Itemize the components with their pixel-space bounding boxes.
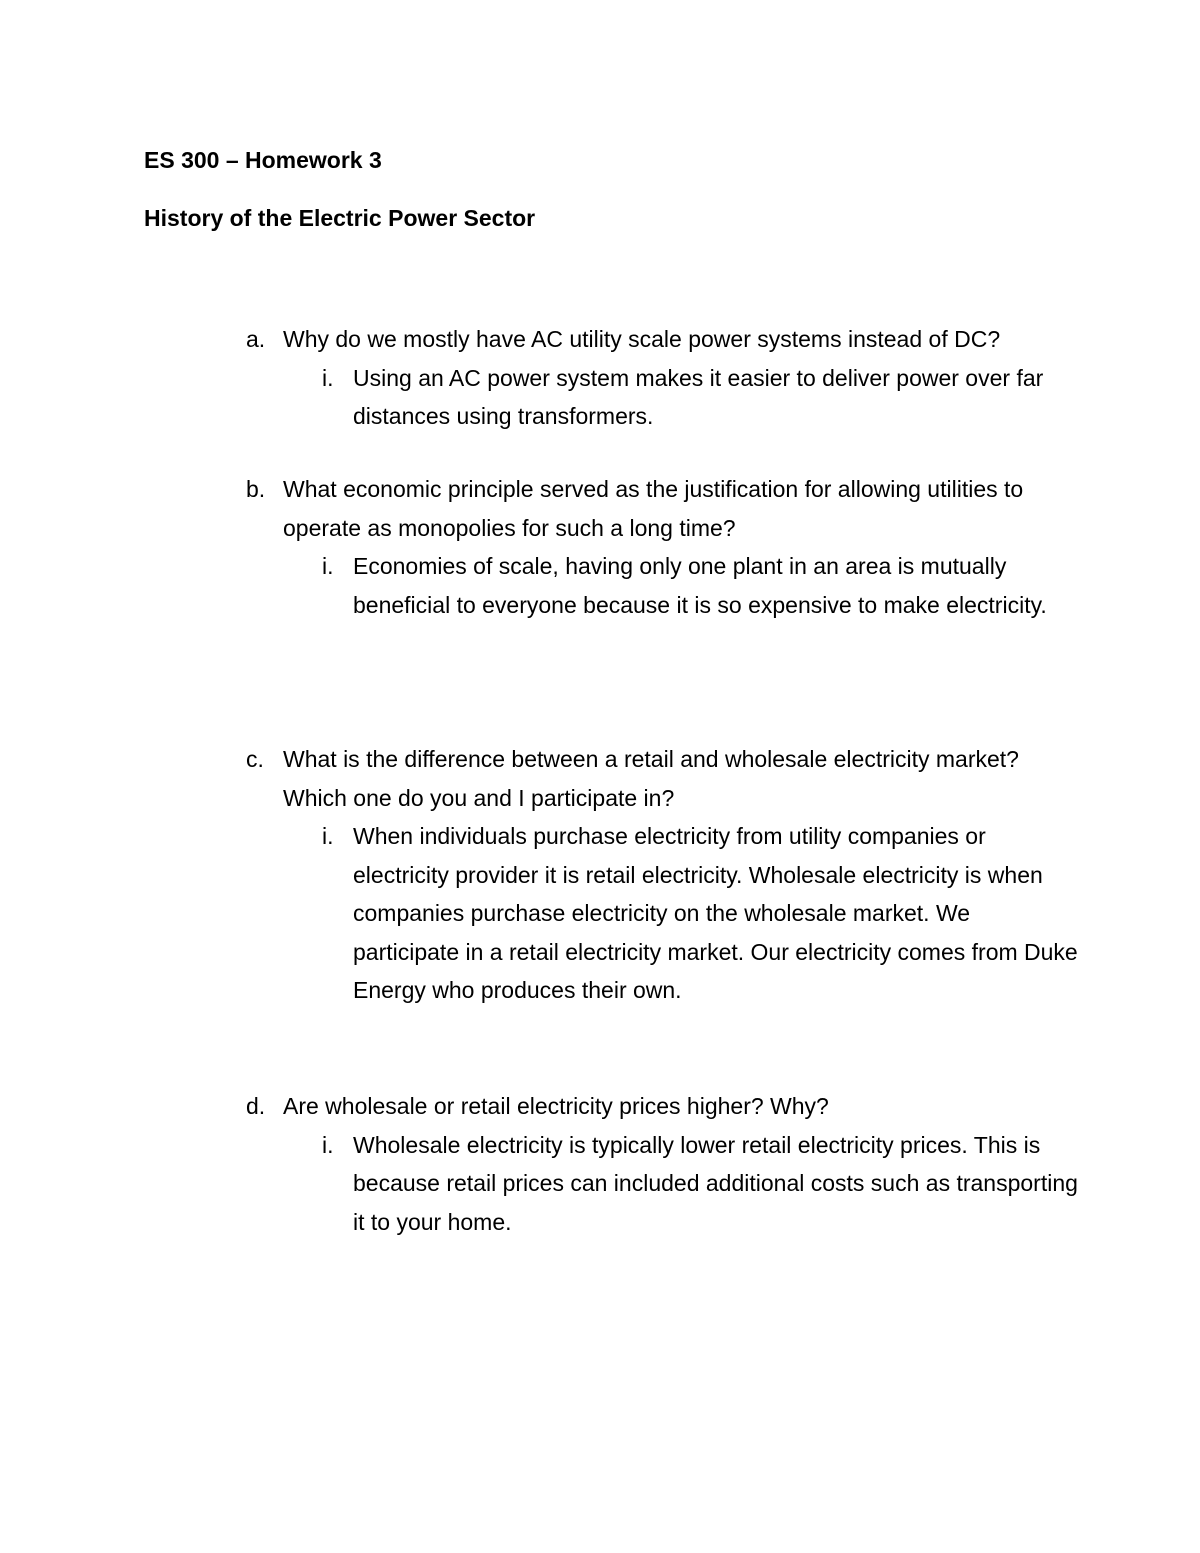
document-title: ES 300 – Homework 3 [144, 147, 382, 173]
question-text: Why do we mostly have AC utility scale power systems instead of DC? [283, 326, 1001, 352]
answer-text: Using an AC power system makes it easier to deliver power over far distances using transformers. [353, 364, 1044, 429]
answer-row [240, 817, 1080, 1010]
question-row [240, 740, 1080, 817]
question-text: What is the difference between a retail and wholesale electricity market? Which one do you and I participate in? [283, 746, 1019, 811]
answer-row [240, 359, 1080, 436]
answer-numeral: i. [322, 553, 334, 579]
question-text: What economic principle served as the justification for allowing utilities to operate as monopolies for such a long time? [283, 476, 1024, 541]
question-row [240, 320, 1080, 359]
question-a [240, 320, 1080, 436]
answer-text: Wholesale electricity is typically lower retail electricity prices. This is because retail prices can included additional costs such as transporting it to your home. [353, 1131, 1078, 1235]
question-d [240, 1087, 1080, 1241]
question-letter: a. [246, 326, 266, 352]
answer-text: When individuals purchase electricity from utility companies or electricity provider it is retail electricity. Wholesale electricity is when companies purchase electricity on the wholesale market. We participate in a retail electricity market. Our electricity comes from Duke Energy who produces their own. [353, 823, 1078, 1003]
question-row [240, 470, 1080, 547]
document-subtitle: History of the Electric Power Sector [144, 205, 536, 231]
question-text: Are wholesale or retail electricity prices higher? Why? [283, 1093, 829, 1119]
answer-numeral: i. [322, 364, 334, 391]
question-letter: c. [246, 746, 264, 772]
question-letter: b. [246, 476, 266, 502]
question-row [240, 1087, 1080, 1126]
question-letter: d. [246, 1093, 266, 1119]
answer-text: Economies of scale, having only one plant in an area is mutually beneficial to everyone because it is so expensive to make electricity. [353, 553, 1047, 618]
answer-numeral: i. [322, 823, 334, 849]
question-b [240, 470, 1080, 624]
answer-row [240, 1126, 1080, 1242]
answer-numeral: i. [322, 1131, 334, 1158]
answer-row [240, 547, 1080, 624]
question-c [240, 740, 1080, 1010]
